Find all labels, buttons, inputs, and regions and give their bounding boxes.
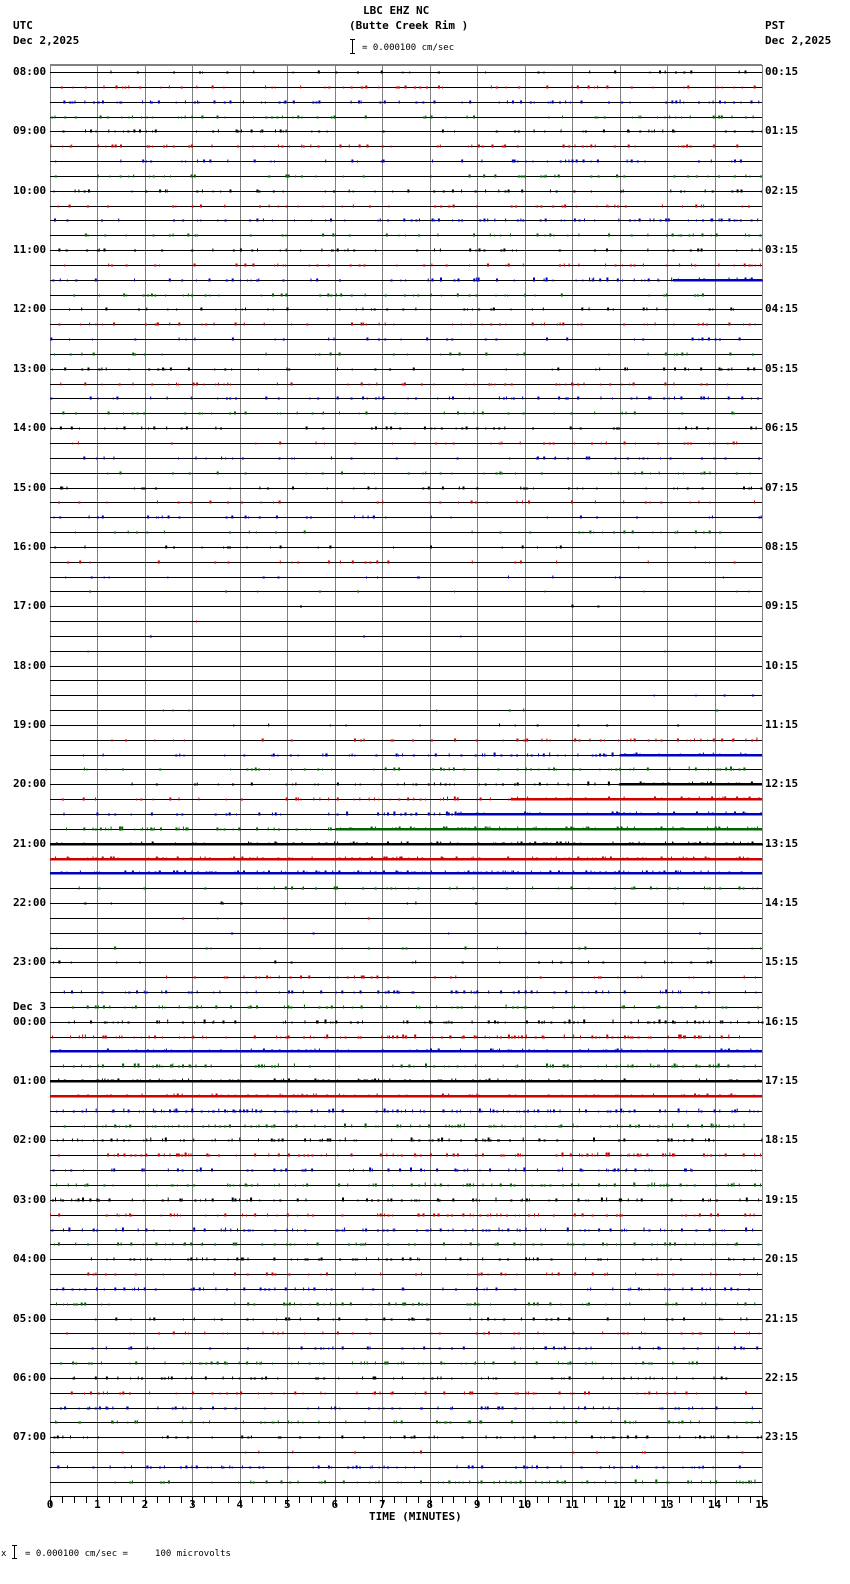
pst-hour-label: 19:15 [765, 1192, 799, 1206]
pst-hour-label: 00:15 [765, 65, 799, 78]
pst-hour-label: 16:15 [765, 1014, 799, 1028]
x-tick-label: 7 [378, 1498, 386, 1511]
pst-hour-label: 10:15 [765, 658, 799, 672]
pst-hour-label: 23:15 [765, 1430, 799, 1444]
x-tick-label: 15 [755, 1498, 769, 1511]
utc-hour-label: 13:00 [13, 361, 47, 375]
utc-hour-label: 15:00 [13, 480, 47, 494]
pst-hour-label: 05:15 [765, 361, 799, 375]
utc-hour-label: 20:00 [13, 777, 47, 791]
utc-hour-label: 07:00 [13, 1430, 47, 1444]
x-tick-label: 9 [473, 1498, 481, 1511]
pst-hour-label: 09:15 [765, 599, 799, 613]
pst-hour-label: 12:15 [765, 777, 799, 791]
x-tick-label: 5 [284, 1498, 291, 1511]
utc-hour-label: 10:00 [13, 183, 47, 197]
pst-hour-label: 14:15 [765, 896, 799, 910]
utc-hour-label: 19:00 [13, 717, 47, 731]
utc-hour-label: 02:00 [13, 1133, 47, 1147]
x-tick-label: 4 [236, 1498, 244, 1511]
utc-hour-label: 01:00 [13, 1074, 47, 1088]
pst-hour-label: 17:15 [765, 1074, 799, 1088]
x-tick-label: 8 [426, 1498, 434, 1511]
right-timezone: PST [765, 19, 785, 32]
utc-hour-label: 22:00 [13, 896, 47, 910]
date-change-label: Dec 3 [13, 999, 47, 1013]
scale-label: = 0.000100 cm/sec [362, 43, 455, 53]
footer-scale-bar-icon [14, 1545, 15, 1559]
pst-hour-label: 13:15 [765, 836, 799, 850]
left-date: Dec 2,2025 [13, 34, 80, 47]
utc-hour-label: 11:00 [13, 243, 47, 257]
pst-hour-label: 18:15 [765, 1133, 799, 1147]
pst-hour-label: 04:15 [765, 302, 799, 316]
pst-hour-label: 15:15 [765, 955, 799, 969]
utc-hour-label: 06:00 [13, 1370, 47, 1384]
footer-scale-label: = 0.000100 cm/sec = 100 microvolts [25, 1549, 231, 1559]
pst-hour-label: 03:15 [765, 243, 799, 257]
pst-hour-label: 01:15 [765, 124, 799, 138]
utc-hour-label: 08:00 [13, 65, 47, 78]
utc-hour-label: 12:00 [13, 302, 47, 316]
pst-hour-label: 11:15 [765, 717, 799, 731]
x-tick-label: 11 [565, 1498, 579, 1511]
utc-hour-label: 23:00 [13, 955, 47, 969]
utc-hour-label: 17:00 [13, 599, 47, 613]
pst-hour-label: 02:15 [765, 183, 799, 197]
x-tick-label: 2 [141, 1498, 149, 1511]
utc-hour-label: 18:00 [13, 658, 47, 672]
pst-hour-label: 07:15 [765, 480, 799, 494]
pst-hour-label: 22:15 [765, 1370, 799, 1384]
pst-hour-label: 21:15 [765, 1311, 799, 1325]
x-axis-title: TIME (MINUTES) [369, 1510, 462, 1523]
utc-hour-label: 14:00 [13, 421, 47, 435]
pst-hour-label: 20:15 [765, 1252, 799, 1266]
right-date: Dec 2,2025 [765, 34, 832, 47]
footer-prefix: x [1, 1549, 7, 1559]
x-tick-label: 0 [46, 1498, 54, 1511]
x-tick-label: 12 [612, 1498, 627, 1511]
utc-hour-label: 00:00 [13, 1014, 47, 1028]
utc-hour-label: 04:00 [13, 1252, 47, 1266]
utc-hour-label: 21:00 [13, 836, 47, 850]
x-tick-label: 3 [189, 1498, 196, 1511]
pst-hour-label: 08:15 [765, 539, 799, 553]
station-title: LBC EHZ NC [363, 4, 430, 17]
x-tick-label: 10 [518, 1498, 532, 1511]
utc-hour-label: 16:00 [13, 539, 47, 553]
x-tick-label: 13 [660, 1498, 674, 1511]
utc-hour-label: 05:00 [13, 1311, 47, 1325]
pst-hour-label: 06:15 [765, 421, 799, 435]
x-tick-label: 1 [94, 1498, 101, 1511]
x-tick-label: 6 [331, 1498, 339, 1511]
left-timezone: UTC [13, 19, 33, 32]
utc-hour-label: 09:00 [13, 124, 47, 138]
station-location: (Butte Creek Rim ) [349, 19, 469, 32]
x-tick-label: 14 [707, 1498, 722, 1511]
utc-hour-label: 03:00 [13, 1192, 47, 1206]
